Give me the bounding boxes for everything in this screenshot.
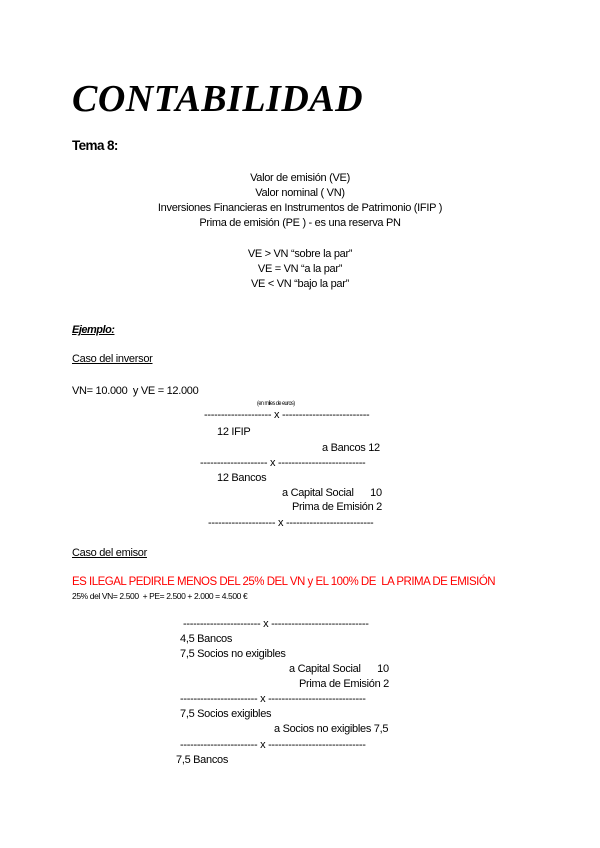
journal-credit-capital: a Capital Social 10	[282, 487, 382, 499]
definition-ifip: Inversiones Financieras en Instrumentos de Patrimonio (IFIP )	[157, 202, 443, 214]
definition-ve: Valor de emisión (VE)	[250, 172, 350, 184]
relation-above-par: VE > VN “sobre la par”	[247, 248, 353, 260]
unit-note: (en miles de euros)	[257, 400, 295, 407]
journal-credit-capital: a Capital Social 10	[289, 663, 389, 675]
definition-pe: Prima de emisión (PE ) - es una reserva PN	[199, 217, 401, 229]
document-title: CONTABILIDAD	[72, 78, 364, 120]
journal-separator: ----------------------- x -----------------------------	[180, 693, 366, 705]
journal-credit-socios-no-exigibles: a Socios no exigibles 7,5	[274, 723, 389, 735]
journal-separator: -------------------- x --------------------------	[204, 409, 370, 421]
journal-debit-ifip: 12 IFIP	[217, 426, 251, 438]
journal-debit-socios-exigibles: 7,5 Socios exigibles	[180, 708, 272, 720]
legal-warning: ES ILEGAL PEDIRLE MENOS DEL 25% DEL VN y EL 100% DE LA PRIMA DE EMISIÓN	[72, 576, 496, 588]
journal-separator: -------------------- x --------------------------	[200, 457, 366, 469]
investor-heading: Caso del inversor	[72, 353, 153, 365]
topic-heading: Tema 8:	[72, 138, 118, 153]
example-heading: Ejemplo:	[72, 324, 115, 336]
relation-below-par: VE < VN “bajo la par”	[251, 278, 349, 290]
journal-debit-bancos: 12 Bancos	[217, 472, 267, 484]
journal-credit-bancos: a Bancos 12	[322, 442, 380, 454]
journal-debit-bancos-final: 7,5 Bancos	[176, 754, 229, 766]
journal-separator: ----------------------- x -----------------------------	[183, 618, 369, 630]
issuer-heading: Caso del emisor	[72, 547, 147, 559]
investor-values: VN= 10.000 y VE = 12.000	[72, 385, 199, 397]
journal-debit-socios-no-exigibles: 7,5 Socios no exigibles	[180, 648, 286, 660]
journal-separator: -------------------- x --------------------------	[208, 517, 374, 529]
definitions-block	[0, 171, 600, 231]
relation-at-par: VE = VN “a la par”	[257, 263, 343, 275]
journal-credit-prima: Prima de Emisión 2	[292, 501, 382, 513]
journal-credit-prima: Prima de Emisión 2	[299, 678, 389, 690]
definition-vn: Valor nominal ( VN)	[255, 187, 345, 199]
journal-separator: ----------------------- x -----------------------------	[180, 739, 366, 751]
calculation-line: 25% del VN= 2.500 + PE= 2.500 + 2.000 = 4.500 €	[72, 591, 248, 601]
relations-block	[0, 247, 600, 292]
journal-debit-bancos: 4,5 Bancos	[180, 633, 233, 645]
